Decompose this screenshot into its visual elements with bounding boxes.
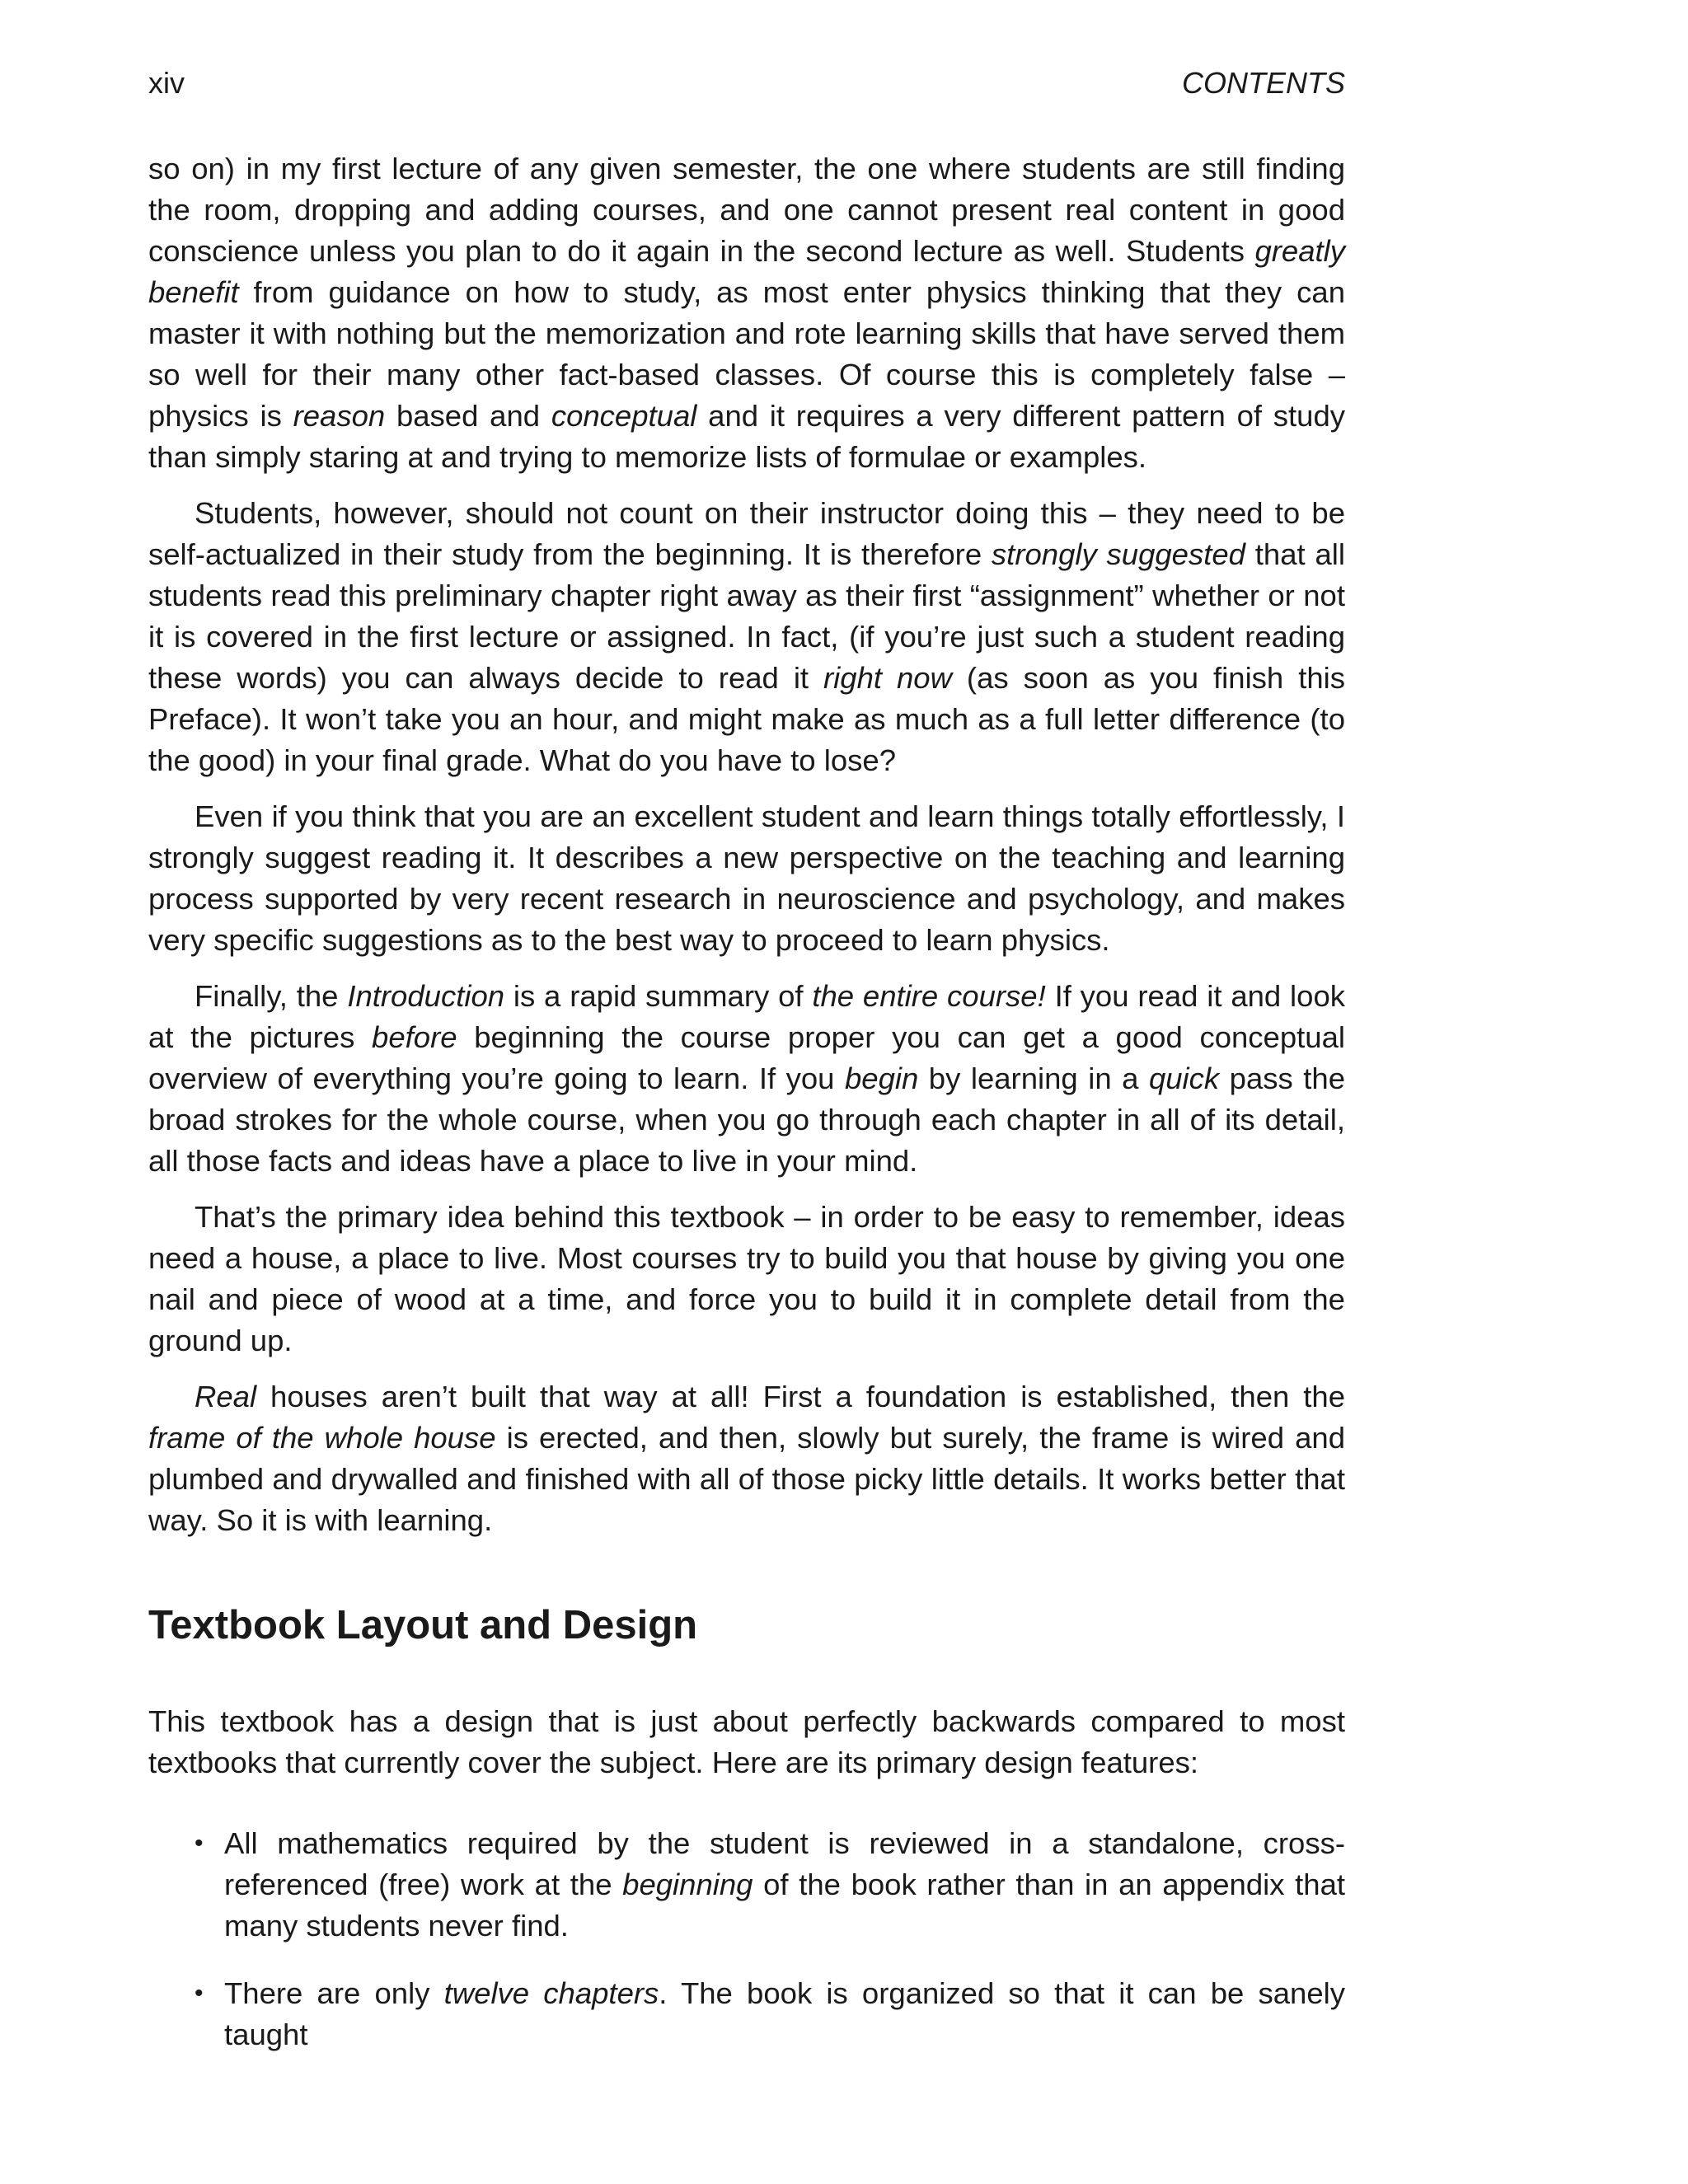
text-run: All mathematics required by the student is reviewed in a standalone, cross-referenced (free) work at the <box>224 1826 1345 1901</box>
text-run: Students, however, should not count on their instructor doing this – they need to be self-actualized in their study from the beginning. It is therefore <box>148 496 1345 571</box>
running-title: CONTENTS <box>1182 66 1345 100</box>
emphasized-text: right now <box>823 661 952 695</box>
text-run: houses aren’t built that way at all! First a foundation is established, then the <box>256 1380 1345 1413</box>
running-header <box>148 64 1345 102</box>
paragraph-1 <box>148 148 1345 478</box>
text-run: beginning the course proper you can get a good conceptual overview of everything you’re going to learn. If you <box>148 1020 1345 1095</box>
text-run: and it requires a very different pattern of study than simply staring at and trying to memorize lists of formulae or examples. <box>148 399 1346 474</box>
feature-item-1 <box>148 1823 1345 1947</box>
text-run: That’s the primary idea behind this textbook – in order to be easy to remember, ideas need a house, a place to live. Most courses try to build you that house by giving you one nail and piece of wood at a time, and force you to build it in complete detail from the ground up. <box>148 1200 1345 1357</box>
paragraph-5 <box>148 1197 1345 1361</box>
text-run: from guidance on how to study, as most enter physics thinking that they can master it with nothing but the memorization and rote learning skills that have served them so well for their many other fact-based classes. Of course this is completely false – physics is <box>148 275 1345 433</box>
paragraph-2 <box>148 493 1345 781</box>
design-features-list <box>148 1823 1345 2055</box>
preface-paragraphs <box>148 148 1345 1541</box>
emphasized-text: Real <box>195 1380 257 1413</box>
emphasized-text: frame of the whole house <box>148 1421 496 1455</box>
text-run: so on) in my first lecture of any given semester, the one where students are still finding the room, dropping and adding courses, and one cannot present real content in good conscience unless you plan to do it again in the second lecture as well. Students <box>148 152 1345 268</box>
bullet-icon: • <box>195 1980 204 2007</box>
emphasized-text: before <box>372 1020 457 1054</box>
text-run: is a rapid summary of <box>504 979 813 1013</box>
text-run: There are only <box>224 1976 444 2010</box>
emphasized-text: strongly suggested <box>991 537 1245 571</box>
emphasized-text: quick <box>1148 1062 1220 1095</box>
emphasized-text: reason <box>293 399 386 433</box>
emphasized-text: Introduction <box>347 979 505 1013</box>
emphasized-text: beginning <box>622 1868 753 1901</box>
page-number: xiv <box>148 66 185 100</box>
emphasized-text: the entire course! <box>812 979 1046 1013</box>
paragraph-3 <box>148 796 1345 961</box>
emphasized-text: conceptual <box>551 399 697 433</box>
section-heading: Textbook Layout and Design <box>148 1603 698 1647</box>
paragraph-6 <box>148 1376 1345 1541</box>
text-run: that all students read this preliminary chapter right away as their first “assignment” whether or not it is covered in the first lecture or assigned. In fact, (if you’re just such a student reading these words) you can always decide to read it <box>148 537 1345 695</box>
feature-text <box>224 1826 1345 1943</box>
text-run: pass the broad strokes for the whole course, when you go through each chapter in all of its detail, all those facts and ideas have a place to live in your mind. <box>148 1062 1345 1178</box>
feature-item-2 <box>148 1973 1345 2055</box>
text-run: Finally, the <box>195 979 348 1013</box>
text-run: of the book rather than in an appendix that many students never find. <box>224 1868 1346 1943</box>
document-page <box>148 0 1345 2184</box>
paragraph-4 <box>148 976 1345 1182</box>
text-run: based and <box>385 399 551 433</box>
emphasized-text: begin <box>844 1062 919 1095</box>
text-run: (as soon as you finish this Preface). It won’t take you an hour, and might make as much as a full letter difference (to the good) in your final grade. What do you have to lose? <box>148 661 1345 777</box>
body-text <box>148 148 1345 2082</box>
feature-text <box>224 1976 1345 2051</box>
bullet-icon: • <box>195 1830 204 1857</box>
text-run: . The book is organized so that it can be sanely taught <box>224 1976 1346 2051</box>
section-intro: This textbook has a design that is just about perfectly backwards compared to most textbooks that currently cover the subject. Here are its primary design features: <box>148 1704 1345 1779</box>
text-run: If you read it and look at the pictures <box>148 979 1346 1054</box>
text-run: Even if you think that you are an excellent student and learn things totally effortlessly, I strongly suggest reading it. It describes a new perspective on the teaching and learning process supported by very recent research in neuroscience and psychology, and makes very specific suggestions as to the best way to proceed to learn physics. <box>148 799 1345 957</box>
text-run: is erected, and then, slowly but surely, the frame is wired and plumbed and drywalled and finished with all of those picky little details. It works better that way. So it is with learning. <box>148 1421 1345 1537</box>
emphasized-text: twelve chapters <box>443 1976 659 2010</box>
text-run: by learning in a <box>918 1062 1149 1095</box>
emphasized-text: greatly benefit <box>148 234 1345 309</box>
